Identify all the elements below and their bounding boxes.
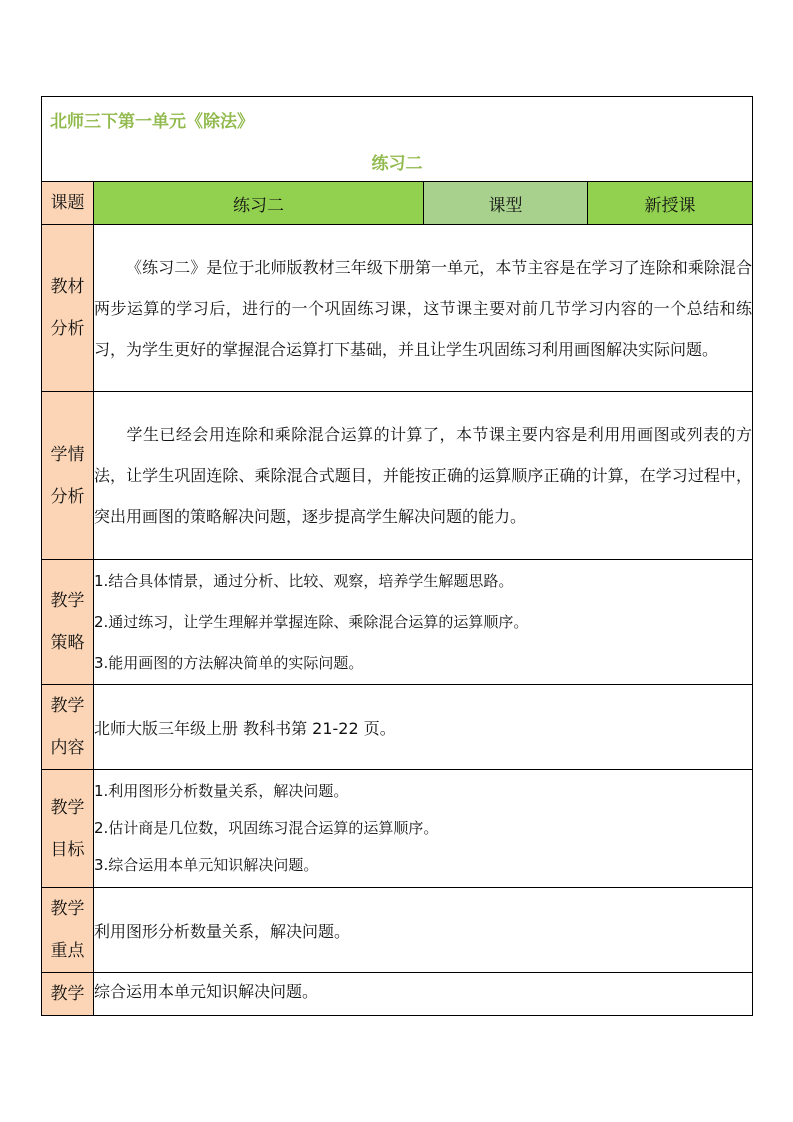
teaching-strategy-row — [42, 560, 753, 685]
lesson-type-value: 新授课 — [588, 182, 753, 225]
teaching-content-label — [42, 685, 94, 770]
topic-label-text: 课题 — [50, 193, 85, 213]
teaching-content-text: 北师大版三年级上册 教科书第 21-22 页。 — [94, 685, 753, 770]
list-item: 3.能用画图的方法解决简单的实际问题。 — [94, 653, 364, 672]
teaching-strategy-list — [94, 560, 753, 685]
list-item: 3.综合运用本单元知识解决问题。 — [94, 856, 319, 874]
difficulty-label — [42, 973, 94, 1016]
teaching-strategy-label — [42, 560, 94, 685]
student-analysis-label — [42, 392, 94, 560]
teaching-goals-list — [94, 770, 753, 888]
label-line: 策略 — [50, 633, 85, 653]
label-line: 教学 — [50, 984, 85, 1004]
label-line: 教材 — [50, 277, 85, 297]
topic-label — [42, 182, 94, 225]
teaching-goals-label — [42, 770, 94, 888]
student-analysis-text — [94, 392, 753, 560]
list-item: 1.利用图形分析数量关系，解决问题。 — [94, 782, 349, 800]
label-line: 学情 — [50, 444, 85, 465]
textbook-analysis-row — [42, 225, 753, 392]
teaching-goals-row — [42, 770, 753, 888]
label-line: 分析 — [50, 319, 85, 339]
difficulty-row — [42, 973, 753, 1016]
label-line: 重点 — [50, 941, 85, 961]
label-line: 教学 — [50, 696, 85, 716]
label-line: 内容 — [50, 738, 85, 758]
title-cell — [42, 97, 753, 182]
key-points-text: 利用图形分析数量关系，解决问题。 — [94, 888, 753, 973]
lesson-plan-table — [41, 96, 753, 1016]
paragraph-text: 学生已经会用连除和乘除混合运算的计算了，本节课主要内容是利用用画图或列表的方法，让学生巩固连除、乘除混合式题目，并能按正确的运算顺序正确的计算，在学习过程中，突出用画图的策略解决问题，逐步提高学生解决问题的能力。 — [94, 425, 752, 526]
document-subtitle: 练习二 — [371, 154, 423, 174]
textbook-analysis-text — [94, 225, 753, 392]
textbook-analysis-label — [42, 225, 94, 392]
document-title: 北师三下第一单元《除法》 — [50, 112, 254, 132]
student-analysis-row — [42, 392, 753, 560]
list-item: 2.通过练习，让学生理解并掌握连除、乘除混合运算的运算顺序。 — [94, 612, 529, 631]
topic-value: 练习二 — [94, 182, 424, 225]
difficulty-text: 综合运用本单元知识解决问题。 — [94, 973, 753, 1016]
label-line: 教学 — [50, 899, 85, 919]
label-line: 目标 — [50, 839, 85, 860]
teaching-content-row — [42, 685, 753, 770]
paragraph-text: 《练习二》是位于北师版教材三年级下册第一单元，本节主容是在学习了连除和乘除混合两步运算的学习后，进行的一个巩固练习课，这节课主要对前几节学习内容的一个总结和练习，为学生更好的掌握混合运算打下基础，并且让学生巩固练习利用画图解决实际问题。 — [94, 257, 752, 359]
lesson-type-label: 课型 — [424, 182, 588, 225]
label-line: 分析 — [50, 486, 85, 507]
key-points-row — [42, 888, 753, 973]
list-item: 2.估计商是几位数，巩固练习混合运算的运算顺序。 — [94, 819, 439, 837]
title-row — [42, 97, 753, 182]
label-line: 教学 — [50, 797, 85, 818]
label-line: 教学 — [50, 591, 85, 611]
key-points-label — [42, 888, 94, 973]
list-item: 1.结合具体情景，通过分析、比较、观察，培养学生解题思路。 — [94, 571, 514, 590]
topic-row — [42, 182, 753, 225]
